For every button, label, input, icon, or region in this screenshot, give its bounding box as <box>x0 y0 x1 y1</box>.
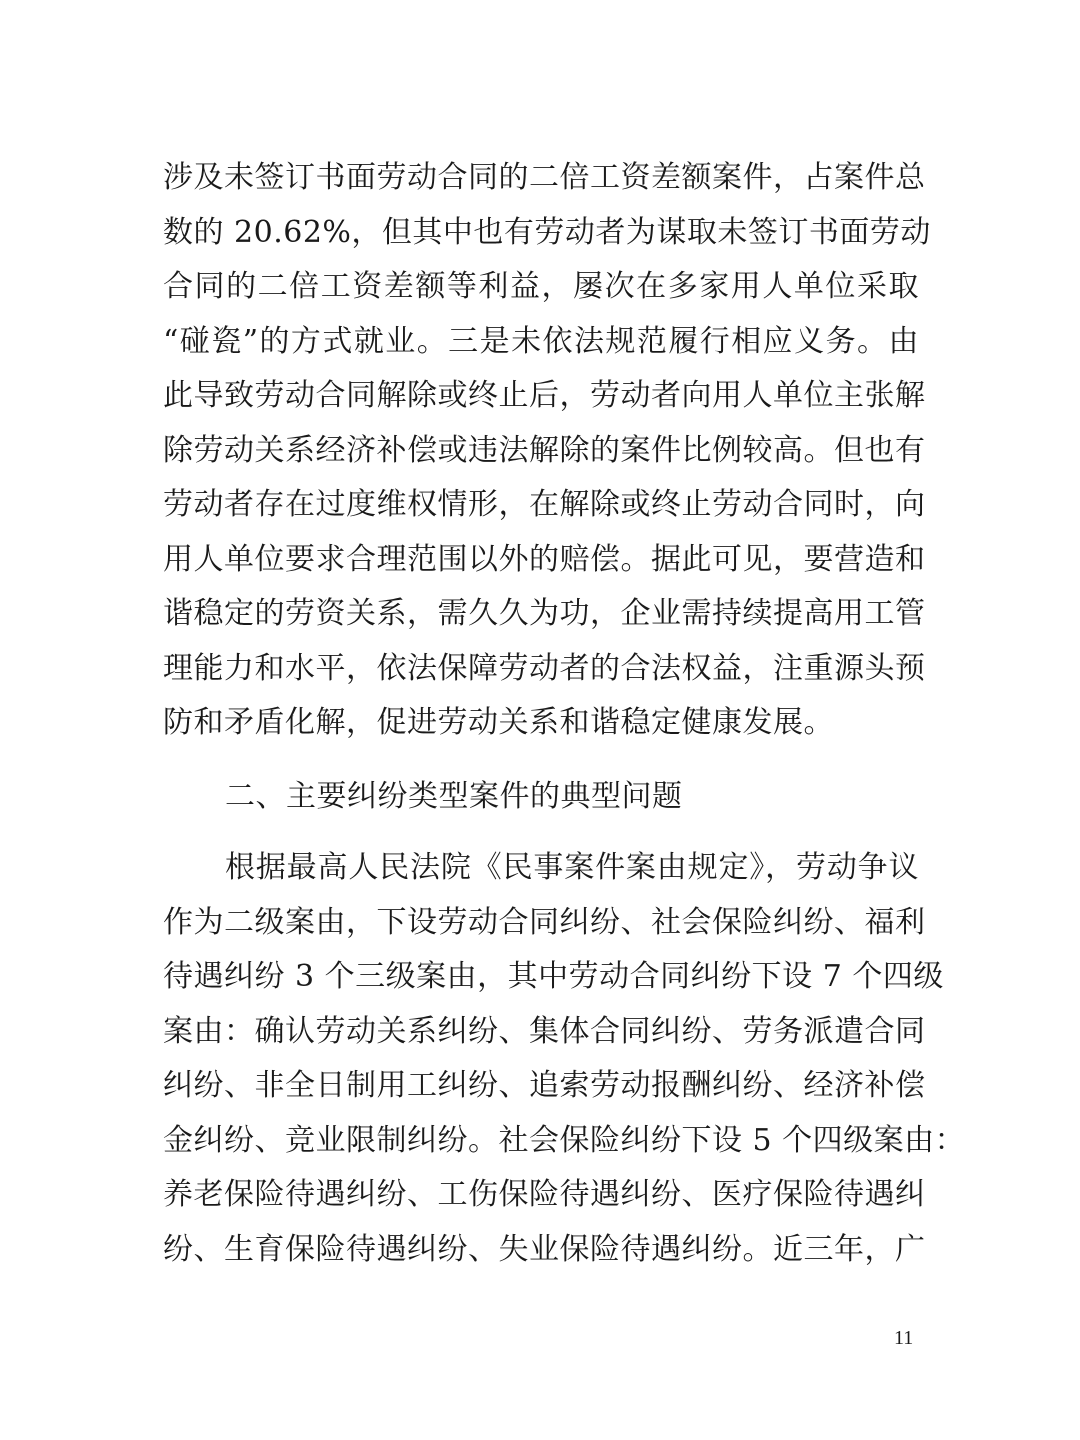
paragraph-line: 理能力和水平，依法保障劳动者的合法权益，注重源头预 <box>163 650 926 686</box>
paragraph-line: 此导致劳动合同解除或终止后，劳动者向用人单位主张解 <box>163 378 926 413</box>
paragraph-line: 养老保险待遇纠纷、工伤保险待遇纠纷、医疗保险待遇纠 <box>163 1177 926 1212</box>
paragraph-line: 待遇纠纷 3 个三级案由，其中劳动合同纠纷下设 7 个四级 <box>163 959 944 994</box>
paragraph-continued <box>163 151 931 751</box>
paragraph-line: 案由：确认劳动关系纠纷、集体合同纠纷、劳务派遣合同 <box>163 1013 926 1049</box>
paragraph-line: 谐稳定的劳资关系，需久久为功，企业需持续提高用工管 <box>163 596 926 631</box>
paragraph-case-types <box>163 841 966 1277</box>
section-heading: 二、主要纠纷类型案件的典型问题 <box>225 779 683 814</box>
paragraph-line: 金纠纷、竞业限制纠纷。社会保险纠纷下设 5 个四级案由： <box>163 1122 966 1158</box>
paragraph-line: 纠纷、非全日制用工纠纷、追索劳动报酬纠纷、经济补偿 <box>163 1068 926 1103</box>
paragraph-line: 根据最高人民法院《民事案件案由规定》，劳动争议 <box>225 850 919 885</box>
paragraph-line: 用人单位要求合理范围以外的赔偿。据此可见，要营造和 <box>163 541 926 577</box>
page-number: 11 <box>894 1327 914 1349</box>
paragraph-line: 防和矛盾化解，促进劳动关系和谐稳定健康发展。 <box>163 705 834 740</box>
paragraph-line: 纷、生育保险待遇纠纷、失业保险待遇纠纷。近三年，广 <box>163 1231 926 1267</box>
paragraph-line: 数的 20.62%，但其中也有劳动者为谋取未签订书面劳动 <box>163 214 931 250</box>
paragraph-line: 除劳动关系经济补偿或违法解除的案件比例较高。但也有 <box>163 432 926 468</box>
paragraph-line: 合同的二倍工资差额等利益，屡次在多家用人单位采取 <box>163 269 919 304</box>
paragraph-line: 作为二级案由，下设劳动合同纠纷、社会保险纠纷、福利 <box>163 904 926 940</box>
paragraph-line: “碰瓷”的方式就业。三是未依法规范履行相应义务。由 <box>163 323 919 359</box>
paragraph-line: 涉及未签订书面劳动合同的二倍工资差额案件，占案件总 <box>163 160 926 195</box>
paragraph-line: 劳动者存在过度维权情形，在解除或终止劳动合同时，向 <box>163 487 926 522</box>
